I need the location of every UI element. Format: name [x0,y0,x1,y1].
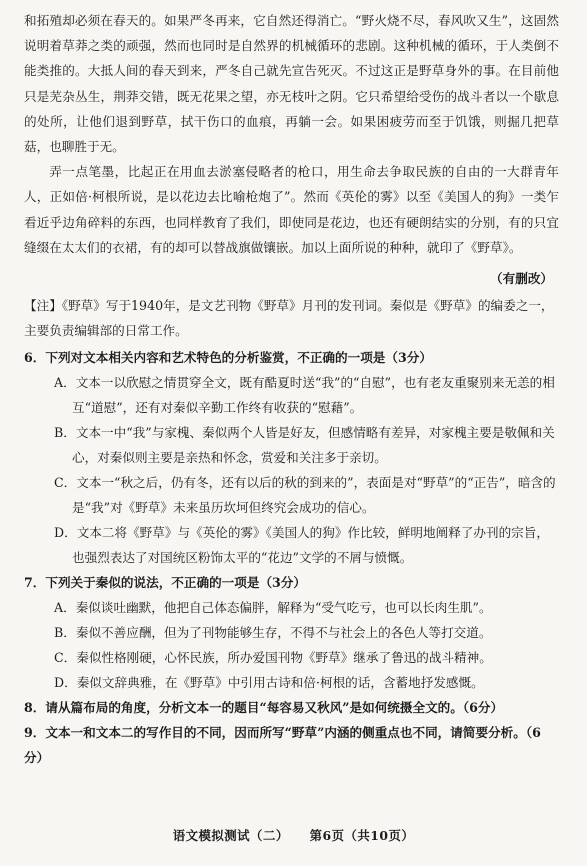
passage-paragraph-2: 弄一点笔墨，比起正在用血去淤塞侵略者的枪口，用生命去争取民族的自由的一大群青年人，正如倍·柯根所说，是以花边去比喻枪炮了”。然而《英伦的雾》以至《美国人的狗》一类乍看近乎边角碎料的东西，也同样教育了我们，即使同是花边，也还有硬朗结实的分别，有的只宜缝缀在太太们的衣裙，有的却可以替战旗做镶嵌。加以上面所说的种种，就印了《野草》。 [24,164,559,255]
question-7-option-a: A．秦似谈吐幽默，他把自己体态偏胖，解释为“受气吃亏，也可以长肉生肌”。 [54,600,492,616]
question-6-stem: 6．下列对文本相关内容和艺术特色的分析鉴赏，不正确的一项是（3分） [24,350,432,366]
page-footer [0,826,587,844]
question-6-option-b: B．文本一中“我”与家槐、秦似两个人皆是好友，但感情略有差异，对家槐主要是敬佩和关心，对秦似则主要是亲热和怀念，赏爱和关注多于亲切。 [54,425,555,466]
source-note: （有删改） [490,271,553,287]
question-8-stem: 8．请从篇布局的角度，分析文本一的题目“每容易又秋风”是如何统摄全文的。（6分） [24,700,504,716]
question-7-option-d: D．秦似文辞典雅，在《野草》中引用古诗和倍·柯根的话，含蓄地抒发感慨。 [54,675,484,691]
passage-paragraph-1: 和拓殖却必须在春天的。如果严冬再来，它自然还得消亡。“野火烧不尽，春风吹又生”，这固然说明着草莽之类的顽强，然而也同时是自然界的机械循环的悲剧。这种机械的循环，于人类倒不能类推的。大抵人间的春天到来，严冬自己就先宣告死灭。不过这正是野草身外的事。在目前他只是芜杂丛生，荆莽交错，既无花果之望，亦无枝叶之阴。它只希望给受伤的战斗者以一个歇息的处所，让他们退到野草，拭干伤口的血痕，再躺一会。如果困疲劳而至于饥饿，则掘几把草菇，也聊胜于无。 [24,13,559,155]
question-6-option-d: D．文本二将《野草》与《英伦的雾》《美国人的狗》作比较，鲜明地阐释了办刊的宗旨，也强烈表达了对国统区粉饰太平的“花边”文学的不屑与愤慨。 [54,525,549,566]
question-6-option-c: C．文本一“秋之后，仍有冬，还有以后的秋的到来的”，表面是对“野草”的“正告”，暗含的是“我”对《野草》未来虽历坎坷但终究会成功的信心。 [54,475,556,516]
question-7-option-b: B．秦似不善应酬，但为了刊物能够生存，不得不与社会上的各色人等打交道。 [54,625,492,641]
question-7-stem: 7．下列关于秦似的说法，不正确的一项是（3分） [24,575,306,591]
annotation-note: 【注】《野草》写于1940年，是文艺刊物《野草》月刊的发刊词。秦似是《野草》的编委之一，主要负责编辑部的日常工作。 [24,298,554,339]
question-9-stem: 9．文本一和文本二的写作目的不同，因而所写“野草”内涵的侧重点也不同，请简要分析。（6分） [24,725,541,766]
question-6-option-a: A．文本一以欣慰之情贯穿全文，既有酷夏时送“我”的“自慰”，也有老友重聚别来无恙的相互“道慰”，还有对秦似辛勤工作终有收获的“慰藉”。 [54,375,555,416]
page-number: 第6页（共10页） [309,828,415,843]
question-7-option-c: C．秦似性格刚硬，心怀民族，所办爱国刊物《野草》继承了鲁迅的战斗精神。 [54,650,492,666]
exam-title: 语文模拟测试（二） [172,828,289,843]
